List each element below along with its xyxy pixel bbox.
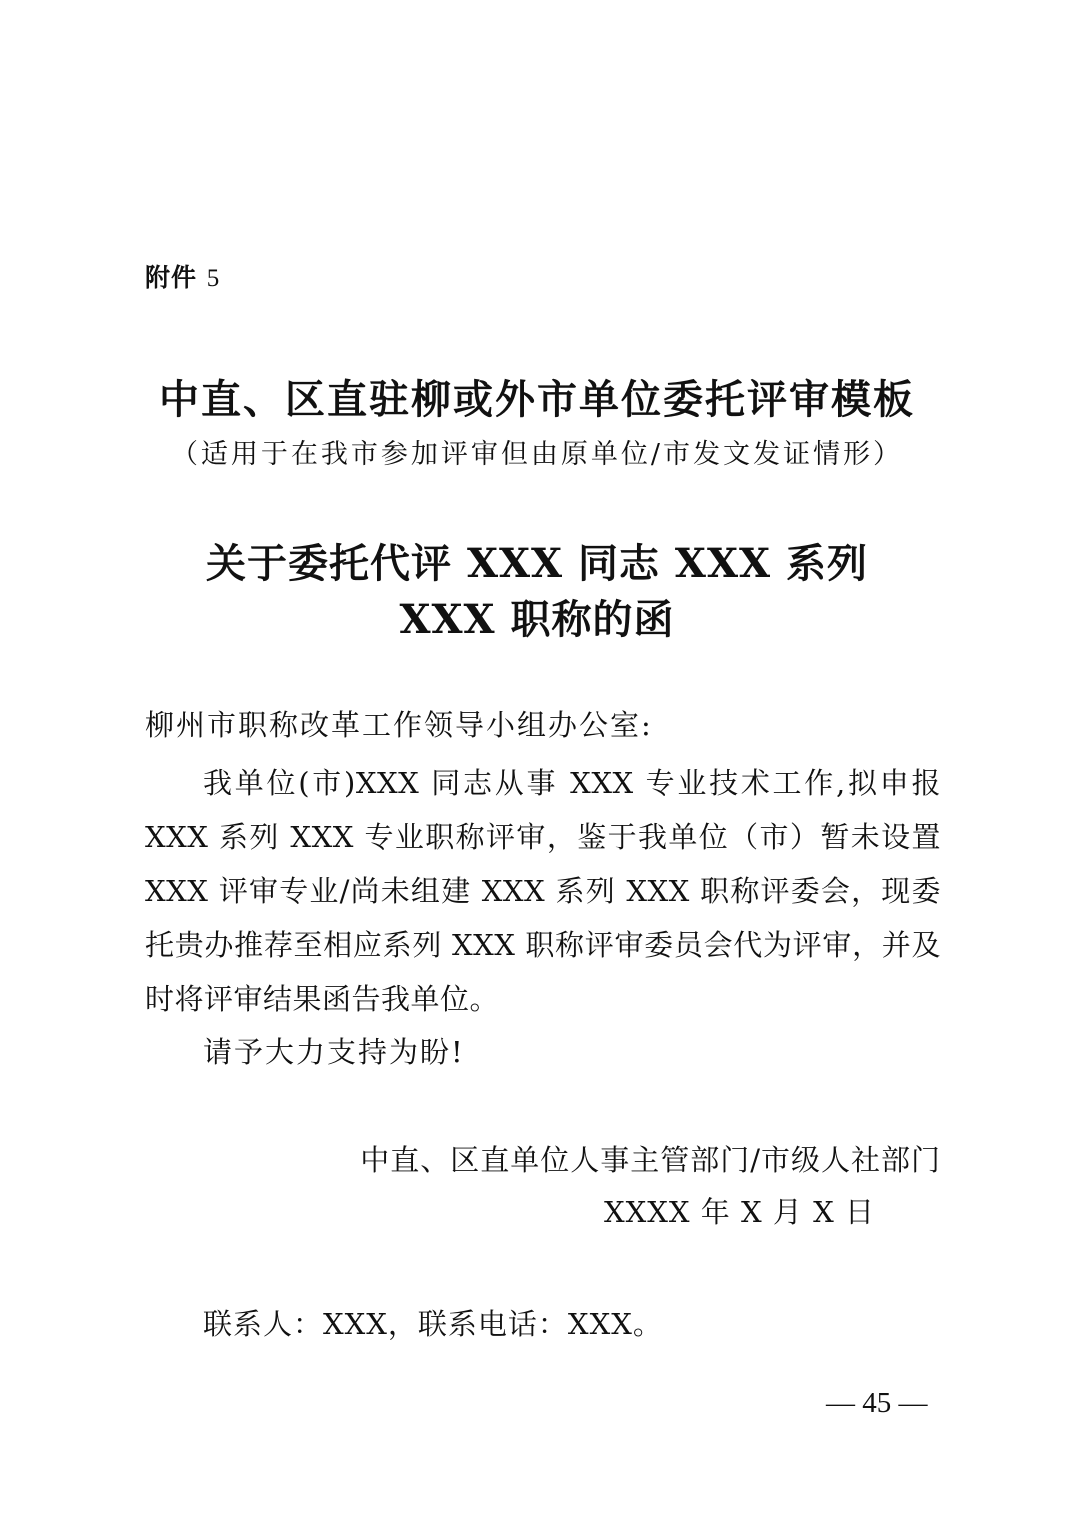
letter-title-line-1: 关于委托代评 XXX 同志 XXX 系列 [206, 540, 868, 587]
signer: 中直、区直单位人事主管部门/市级人社部门 [360, 1143, 941, 1177]
body-paragraph: 我单位(市)XXX 同志从事 XXX 专业技术工作,拟申报 XXX 系列 XXX 专业职称评审，鉴于我单位（市）暂未设置 XXX 评审专业/尚未组建 XXX 系列 XXX 职称评委会，现委托贵办推荐至相应系列 XXX 职称评审委员会代为评审，并及时将评审结果函告我单位。 [145, 766, 941, 1016]
attachment-number: 5 [206, 265, 221, 292]
subtitle: （适用于在我市参加评审但由原单位/市发文发证情形） [170, 439, 904, 470]
page-number: — 45 — [826, 1387, 928, 1419]
salutation: 柳州市职称改革工作领导小组办公室: [145, 708, 653, 742]
letter-title-line-2: XXX 职称的函 [399, 596, 675, 643]
date: XXXX 年 X 月 X 日 [604, 1195, 875, 1229]
contact-info: 联系人：XXX，联系电话：XXX。 [203, 1307, 663, 1341]
main-title: 中直、区直驻柳或外市单位委托评审模板 [159, 376, 915, 423]
attachment-label: 附件 [145, 263, 198, 292]
closing-remark: 请予大力支持为盼! [203, 1035, 465, 1069]
attachment-heading [145, 258, 220, 294]
